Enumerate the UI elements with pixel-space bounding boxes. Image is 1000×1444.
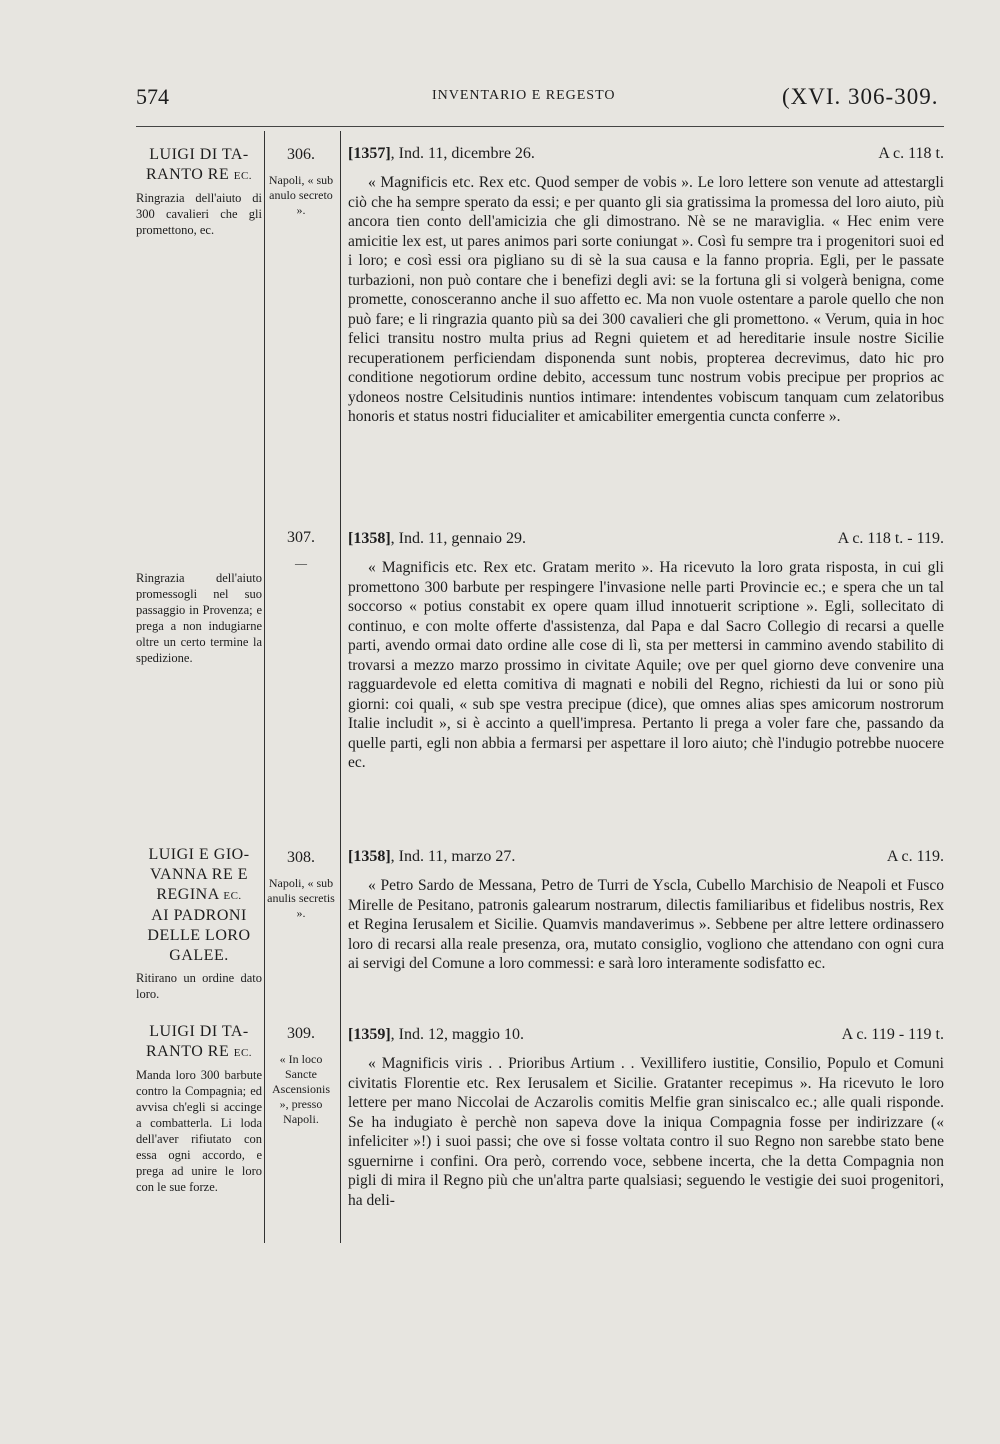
entry-309-ref: A c. 119 - 119 t.	[841, 1026, 944, 1043]
entry-309-place: « In loco Sancte Ascensionis », presso Napoli.	[272, 1052, 330, 1126]
header-rule	[136, 126, 944, 127]
entry-306-body: « Magnificis etc. Rex etc. Quod semper de vobis ». Le loro lettere son venute ad attestargli ciò che ha sempre sperato da essi; e per quanto gli sia gratissima la promessa del loro aiuto, più ancora tien conto dell'amicizia che gli dimostrano. Nè se ne maraviglia. « Hec enim vere amicitie lex est, ut pares animos pari sorte coniungat ». Così fu sempre tra i progenitori suoi ed i loro; e così essi ora pigliano su di sè la sua causa e la fanno propria. Egli, per le passate turbazioni, non può contare che i benefizi degli avi: se la fortuna gli si volgerà benigna, come promette, conosceranno anche il suo affetto ec. Ma non vuole ostentare a parole quello che non può fare; e li ringrazia quanto più sa dei 300 cavalieri che gli promettono. « Verum, quia in hoc felici transitu nostro multa prius ad Regni quietem et ad hereditarie insule nostre Sicilie recuperationem perficiendam disponenda sunt nobis, propterea decrevimus, dato hic pro conditione negotiorum ordine debito, accessum tunc nostrum vobis precipue per proprios ac ydoneos nostre Celsitudinis nuntios intimare: intendentes vobiscum tanquam cum zelatoribus honoris et status nostri fiducialiter et amicabiliter emergentia cuncta conferre ».	[348, 174, 944, 425]
entry-308-body: « Petro Sardo de Messana, Petro de Turri de Yscla, Cubello Marchisio de Neapoli et Fusco Mirelle de Pesitano, patronis galearum nostrarum, dilectis familiaribus et fidelibus nostris, Rex et Regina Ierusalem et Sicilie. Quamvis mandaverimus ». Sebbene per altre lettere ordinassero loro di recarsi alla reale presenza, ora, mutato consiglio, vogliono che attendano con ogni cura ai servigi del Comune a loro commessi: e sarà loro interamente sodisfatto ec.	[348, 877, 944, 972]
entry-306-main	[348, 145, 944, 427]
entry-309-year: [1359]	[348, 1026, 391, 1043]
column-rule-right	[340, 131, 341, 1243]
entry-309-body: « Magnificis viris . . Prioribus Artium . . Vexillifero iustitie, Consilio, Populo et Comuni civitatis Florentie etc. Rex Ierusalem et Sicilie. Gratanter recepimus ». Ha ricevuto le loro lettere per mano Niccolai de Aczarolis comitis Melfie gran siniscalco ec.; alle quali risponde. Se ha indugiato è perchè non sapeva dove la iniqua Compagnia fosse per indirizzare (« infeliciter »!) i suoi passi; che ove si fosse voltata contro il suo Regno non sarebbe stato bene sguernirne i confini. Ora però, correndo voce, sebbene incerta, che la detta Compagnia non pigli di mira il Regno più che un'altra parte qualsiasi; seguendo le vestigie dei suoi progenitori, ha deli-	[348, 1055, 944, 1209]
page-header	[0, 84, 1000, 114]
entry-306-place: Napoli, « sub anulo secreto ».	[268, 173, 334, 217]
entry-308-place: Napoli, « sub anulis secretis ».	[267, 876, 335, 920]
entry-308-recipient-2: AI PADRONI DELLE LORO GALEE.	[147, 907, 251, 964]
entry-306-date: , Ind. 11, dicembre 26.	[390, 145, 535, 162]
entry-307-place: —	[295, 556, 307, 570]
entry-309-meta	[267, 1024, 335, 1127]
entry-307-body: « Magnificis etc. Rex etc. Gratam merito ». Ha ricevuto la loro grata risposta, in cui gli promettono 300 barbute per respingere l'invasione nelle parti Provincie ec.; e spera che un tal soccorso « potius constabit ex opere quam illud innotuerit scriptione ». Egli, sollecitato di continuo, e con molte offerte d'assistenza, dal Papa e dal Sacro Collegio di recarsi a quelle parti, avendo ormai dato ordine alle cose di lì, sta per mettersi in cammino avendo stabilito di trovarsi a mezzo marzo prossimo in civitate Aquile; ove per quel giorno deve convenire una ragguardevole ed eletta comitiva di magnati e nobili del Regno, richiesti da lui or sono più giorni: coi quali, « sub spe vestra precipue (dice), que omnes alias spes amicorum nostrorum Italie includit », si è accinto a quell'impresa. Pertanto li prega a voler fare che, passando da quelle parti, egli non abbia a fermarsi per aspettare il loro aiuto; chè l'indugio potrebbe nuocere ec.	[348, 559, 944, 771]
running-title: INVENTARIO E REGESTO	[432, 88, 616, 103]
entry-309-main	[348, 1026, 944, 1210]
entry-306-year: [1357]	[348, 145, 391, 162]
entry-308-left	[136, 845, 262, 1002]
entry-309-date: , Ind. 12, maggio 10.	[390, 1026, 524, 1043]
entry-308-heading	[348, 848, 944, 870]
entry-range: (XVI. 306-309.	[782, 84, 939, 109]
entry-306-number: 306.	[287, 146, 315, 163]
column-rule-left	[264, 131, 265, 1243]
entry-309-summary: Manda loro 300 barbute contro la Compagnia; ed avvisa ch'egli si accinge a combatterla. Li loda dell'aver rifiutato con essa ogni accordo, e prega ad unire le loro con le sue forze.	[136, 1068, 262, 1194]
entry-308-date: , Ind. 11, marzo 27.	[390, 848, 516, 865]
entry-309-recipient: LUIGI DI TA- RANTO RE EC.	[145, 1023, 253, 1060]
entry-308-number: 308.	[287, 849, 315, 866]
entry-306-ref: A c. 118 t.	[878, 145, 944, 162]
entry-306-recipient: LUIGI DI TA- RANTO RE EC.	[145, 146, 253, 183]
entry-307-main	[348, 530, 944, 773]
entry-306-meta	[267, 145, 335, 218]
entry-308-meta	[267, 848, 335, 921]
entry-309-heading	[348, 1026, 944, 1048]
entry-307-meta	[267, 528, 335, 571]
entry-307-ref: A c. 118 t. - 119.	[837, 530, 944, 547]
entry-308-recipient: LUIGI E GIO- VANNA RE E REGINA EC.	[148, 846, 250, 903]
entry-309-number: 309.	[287, 1025, 315, 1042]
entry-308-ref: A c. 119.	[886, 848, 944, 865]
entry-306-summary: Ringrazia dell'aiuto di 300 cavalieri che gli promettono, ec.	[136, 191, 262, 237]
entry-308-summary: Ritirano un ordine dato loro.	[136, 971, 262, 1001]
entry-307-heading	[348, 530, 944, 552]
entry-308-year: [1358]	[348, 848, 391, 865]
entry-307-number: 307.	[287, 529, 315, 546]
entry-307-left	[136, 566, 262, 666]
entry-309-left	[136, 1022, 262, 1195]
entry-307-summary: Ringrazia dell'aiuto promessogli nel suo passaggio in Provenza; e prega a non indugiarne oltre un certo termine la spedizione.	[136, 571, 262, 665]
entry-308-main	[348, 848, 944, 974]
entry-307-year: [1358]	[348, 530, 391, 547]
entry-306-left	[136, 145, 262, 238]
page-number: 574	[136, 84, 169, 109]
entry-307-date: , Ind. 11, gennaio 29.	[390, 530, 527, 547]
entry-306-heading	[348, 145, 944, 167]
